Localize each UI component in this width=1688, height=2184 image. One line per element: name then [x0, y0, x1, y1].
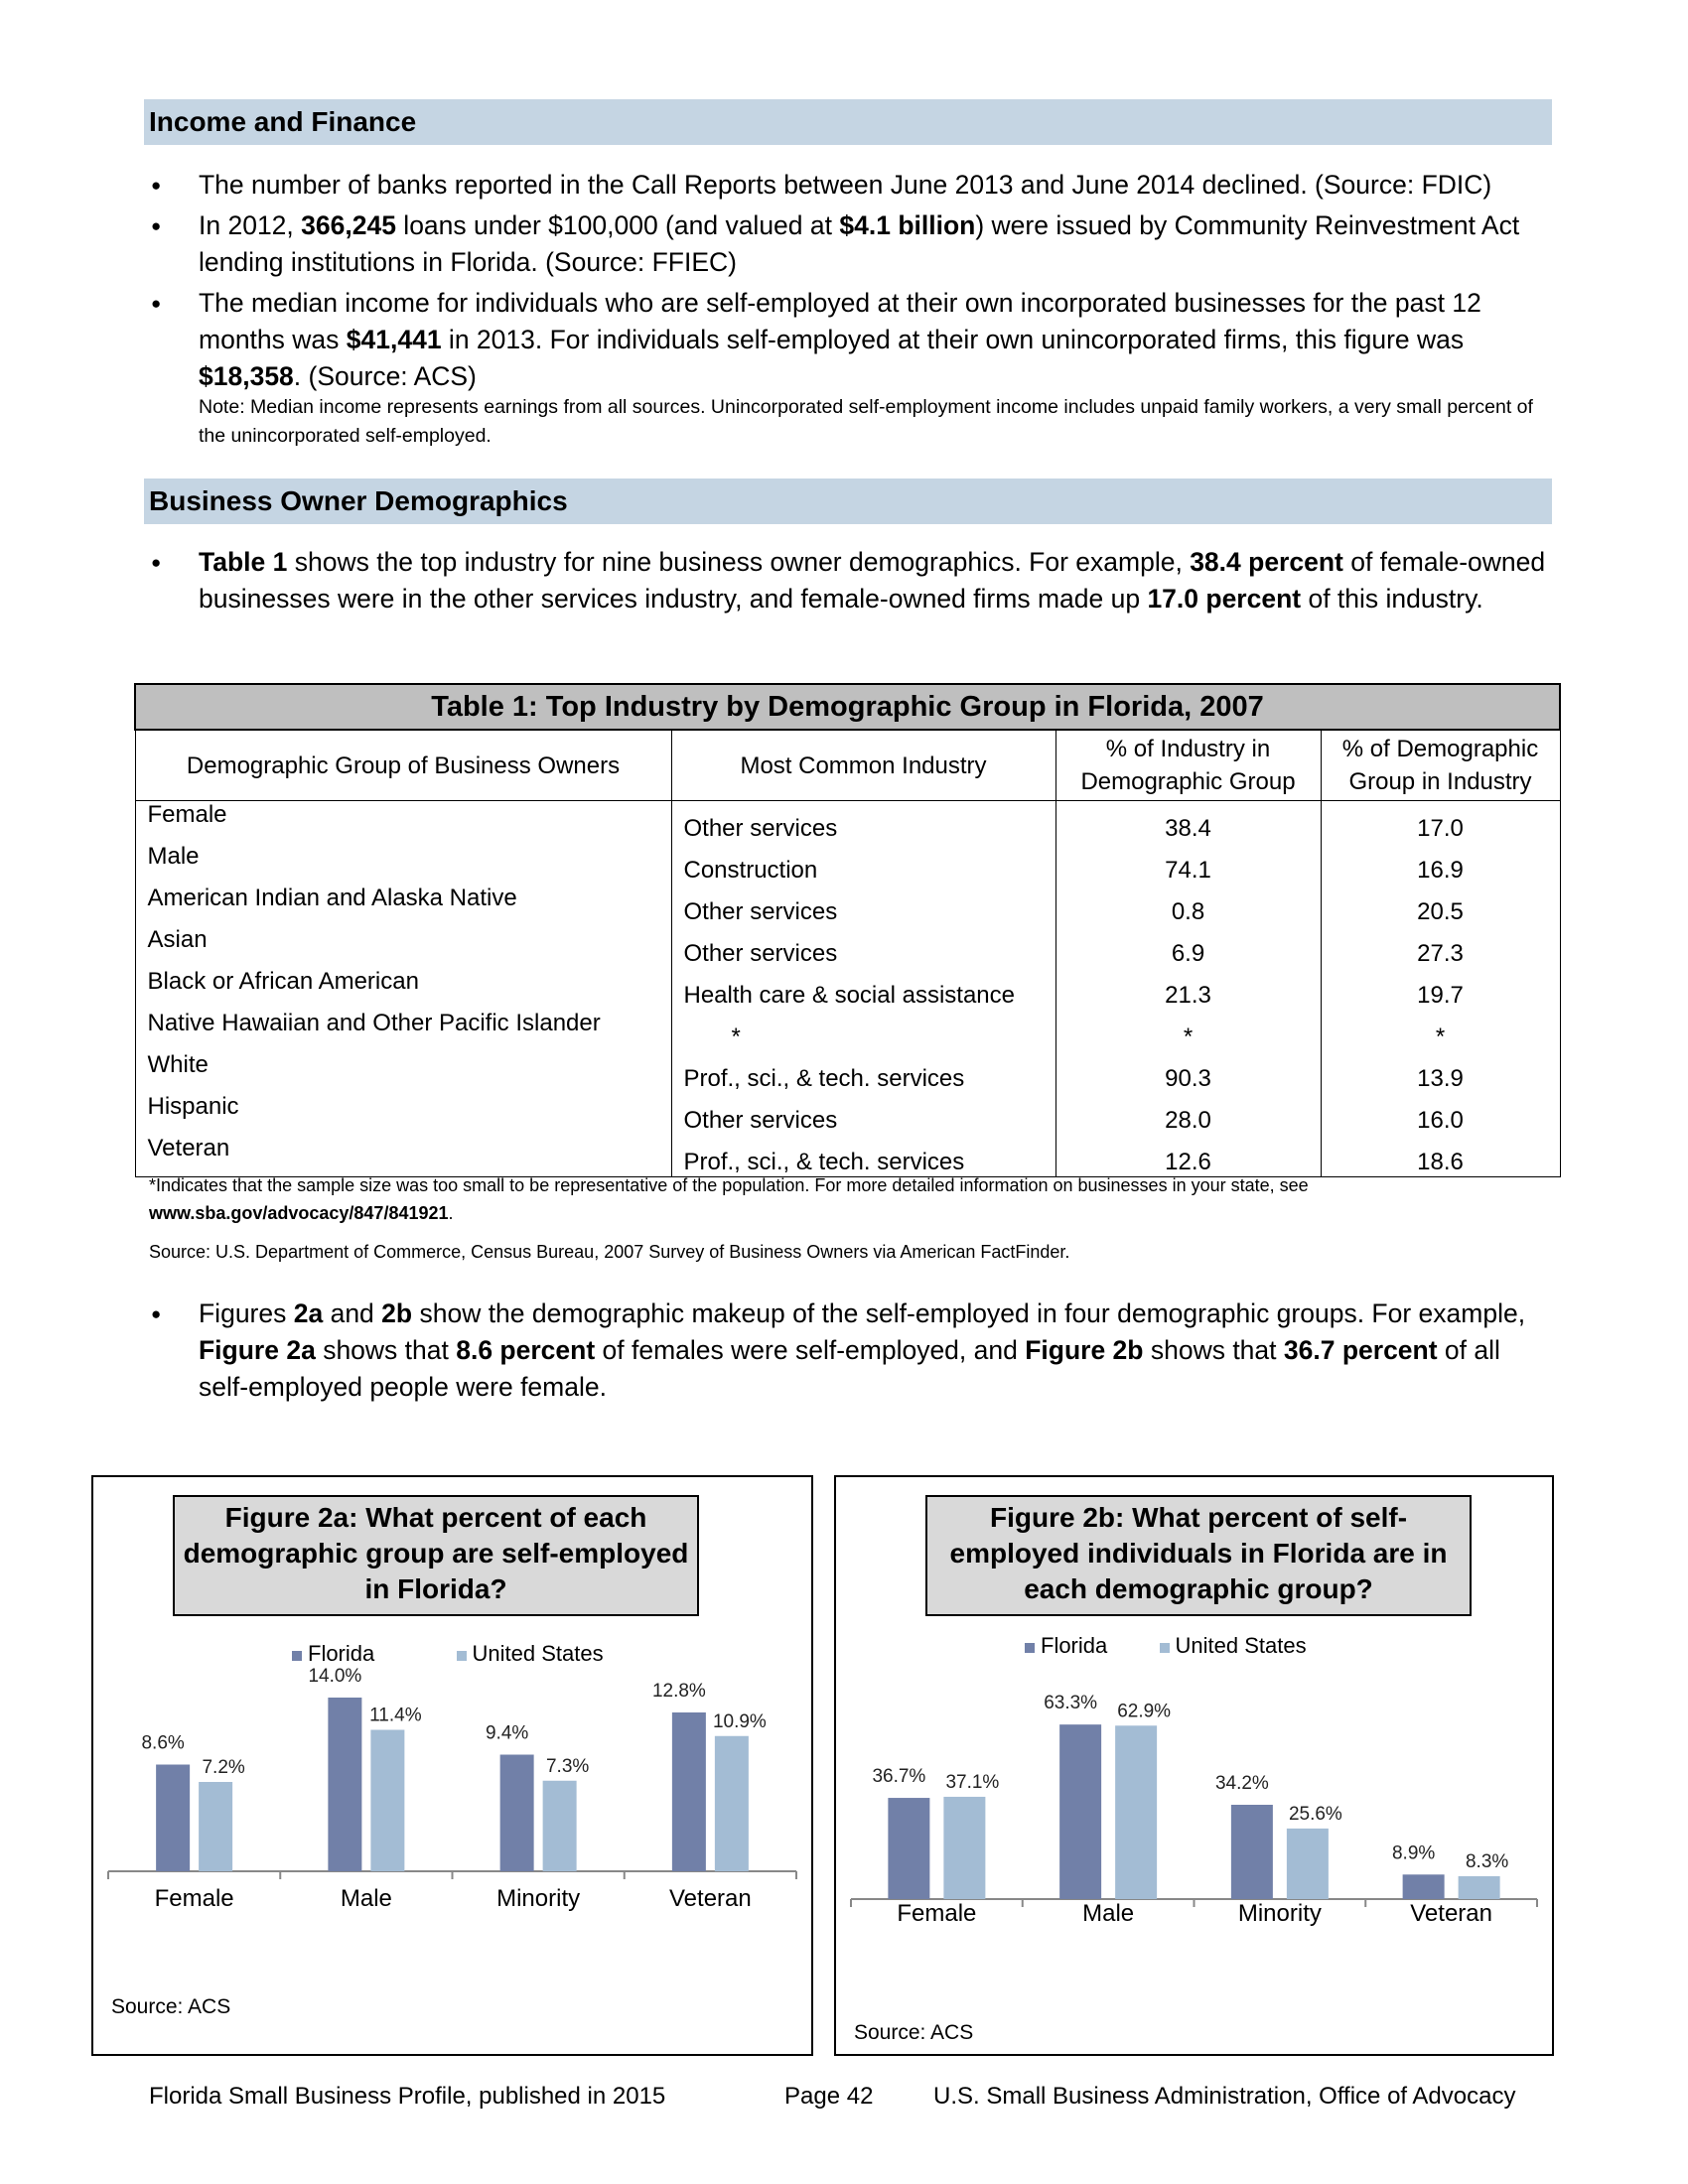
table-row: [135, 1093, 1560, 1135]
figure-bullets: [144, 1296, 1554, 1410]
footnote-link[interactable]: www.sba.gov/advocacy/847/841921: [149, 1203, 449, 1223]
table-row: [135, 885, 1560, 926]
cell-group: Male: [135, 843, 671, 885]
bar-florida: [156, 1765, 190, 1872]
legend-label: Florida: [308, 1641, 375, 1666]
bar-us: [715, 1736, 749, 1871]
category-label: Minority: [496, 1885, 581, 1912]
bar-us: [543, 1781, 577, 1871]
footnote-text: *Indicates that the sample size was too small to be representative of the population. For more detailed information on businesses in your state, see: [149, 1175, 1309, 1195]
legend-label: Florida: [1041, 1633, 1108, 1658]
figure-ref: Figure 2b: [1025, 1335, 1144, 1365]
data-label: 37.1%: [945, 1771, 1000, 1793]
cell-pct-group: 16.9: [1321, 843, 1560, 885]
bullet-table1: [144, 544, 1554, 617]
cell-pct-group: 19.7: [1321, 968, 1560, 1010]
cell-pct-industry: 0.8: [1055, 885, 1321, 926]
pct-value: 36.7 percent: [1283, 1335, 1438, 1365]
col-header: Demographic Group of Business Owners: [135, 730, 671, 801]
cell-group: American Indian and Alaska Native: [135, 885, 671, 926]
data-label: 62.9%: [1117, 1701, 1172, 1722]
category-label: Male: [1082, 1900, 1135, 1927]
cell-pct-group: 16.0: [1321, 1093, 1560, 1135]
income-note: Note: Median income represents earnings from all sources. Unincorporated self-employment income includes unpaid family workers, a very small percent of the unincorporated self-employed.: [199, 396, 1533, 447]
table-body: [135, 801, 1560, 1177]
category-label: Veteran: [669, 1885, 752, 1912]
category-label: Female: [897, 1900, 977, 1927]
pct-value: 8.6 percent: [456, 1335, 596, 1365]
data-label: 8.9%: [1391, 1843, 1436, 1864]
cell-group: Female: [135, 801, 671, 844]
data-label: 12.8%: [651, 1681, 706, 1702]
data-label: 8.6%: [141, 1732, 185, 1754]
bullet-text: of this industry.: [1301, 584, 1483, 614]
category-label: Minority: [1237, 1900, 1322, 1927]
loans-count: 366,245: [301, 210, 396, 240]
data-label: 9.4%: [485, 1722, 529, 1744]
cell-group: Asian: [135, 926, 671, 968]
data-label: 7.2%: [202, 1757, 245, 1778]
cell-pct-group: *: [1321, 1010, 1560, 1051]
bullet-banks: [144, 167, 1554, 204]
bullet-text: The number of banks reported in the Call Reports between June 2013 and June 2014 declined. (Source: FDIC): [199, 170, 1492, 200]
legend-swatch-florida: [1025, 1643, 1035, 1653]
category-label: Veteran: [1410, 1900, 1492, 1927]
bar-us: [199, 1782, 232, 1871]
figure-2b-source: Source: ACS: [854, 2021, 974, 2044]
cell-pct-group: 13.9: [1321, 1051, 1560, 1093]
category-label: Male: [340, 1885, 392, 1912]
bar-us: [370, 1730, 404, 1872]
footer-page-number: Page 42: [784, 2083, 874, 2110]
cell-pct-industry: 21.3: [1055, 968, 1321, 1010]
cell-group: Black or African American: [135, 968, 671, 1010]
data-label: 63.3%: [1044, 1693, 1098, 1714]
bar-florida: [500, 1755, 534, 1872]
bar-florida: [1403, 1874, 1445, 1899]
section-heading-demographics: Business Owner Demographics: [144, 478, 1552, 524]
bar-florida: [1231, 1805, 1273, 1899]
legend-label: United States: [1175, 1633, 1307, 1658]
table-row: [135, 1010, 1560, 1051]
unincorporated-income: $18,358: [199, 361, 294, 391]
loans-value: $4.1 billion: [839, 210, 976, 240]
bullet-text: shows that: [315, 1335, 457, 1365]
data-label: 14.0%: [308, 1666, 362, 1687]
legend-swatch-us: [457, 1651, 467, 1661]
cell-pct-industry: *: [1055, 1010, 1321, 1051]
table-header-row: [135, 730, 1560, 801]
cell-industry: Other services: [671, 885, 1055, 926]
cell-industry: *: [671, 1010, 1055, 1051]
figure-2a-source: Source: ACS: [111, 1995, 231, 2018]
pct-value: 38.4 percent: [1190, 547, 1343, 577]
data-label: 8.3%: [1465, 1850, 1509, 1872]
cell-pct-industry: 12.6: [1055, 1135, 1321, 1177]
bullet-text: . (Source: ACS): [293, 361, 477, 391]
table-top-industry: [134, 683, 1561, 1177]
bullet-text: in 2013. For individuals self-employed at their own unincorporated firms, this figure was: [441, 325, 1465, 354]
cell-pct-industry: 74.1: [1055, 843, 1321, 885]
cell-industry: Health care & social assistance: [671, 968, 1055, 1010]
bullet-text: of females were self-employed, and: [595, 1335, 1026, 1365]
bullet-text: of female-owned businesses were in the other services industry, and female-owned firms made up: [199, 547, 1546, 614]
bar-florida: [888, 1798, 929, 1899]
cell-group: Native Hawaiian and Other Pacific Islander: [135, 1010, 671, 1051]
bullet-text: loans under $100,000 (and valued at: [395, 210, 840, 240]
bullet-text: Figures: [199, 1298, 294, 1328]
legend-label: United States: [472, 1641, 604, 1666]
cell-industry: Other services: [671, 1093, 1055, 1135]
bar-florida: [328, 1698, 361, 1871]
col-header: Most Common Industry: [671, 730, 1055, 801]
figure-2a: [91, 1475, 813, 2056]
figure-2a-legend: [292, 1641, 604, 1667]
data-label: 7.3%: [545, 1755, 590, 1777]
cell-industry: Other services: [671, 926, 1055, 968]
cell-group: Veteran: [135, 1135, 671, 1177]
col-header: % of Industry in Demographic Group: [1055, 730, 1321, 801]
cell-industry: Other services: [671, 801, 1055, 844]
figure-2b-legend: [1025, 1633, 1307, 1659]
figure-ref: Figure 2a: [199, 1335, 316, 1365]
income-bullets: [144, 167, 1554, 455]
cell-pct-industry: 90.3: [1055, 1051, 1321, 1093]
cell-pct-industry: 38.4: [1055, 801, 1321, 844]
incorporated-income: $41,441: [346, 325, 442, 354]
table-source: Source: U.S. Department of Commerce, Census Bureau, 2007 Survey of Business Owners via American FactFinder.: [149, 1242, 1070, 1262]
bullet-text: The median income for individuals who are self-employed at their own incorporated businesses for the past 12 months was: [199, 288, 1481, 354]
footer-title: Florida Small Business Profile, published in 2015: [149, 2083, 666, 2110]
table-row: [135, 801, 1560, 844]
bullet-median-income: [144, 285, 1554, 451]
bullet-figures: [144, 1296, 1554, 1406]
table-title: Table 1: Top Industry by Demographic Group in Florida, 2007: [135, 684, 1560, 730]
data-label: 11.4%: [369, 1705, 422, 1726]
table-row: [135, 843, 1560, 885]
bullet-text: In 2012,: [199, 210, 302, 240]
cell-industry: Prof., sci., & tech. services: [671, 1135, 1055, 1177]
bullet-loans: [144, 207, 1554, 281]
data-label: 10.9%: [712, 1710, 767, 1732]
cell-group: White: [135, 1051, 671, 1093]
section-heading-income: Income and Finance: [144, 99, 1552, 145]
figure-2b-title: Figure 2b: What percent of self-employed individuals in Florida are in each demographic group?: [925, 1495, 1472, 1616]
cell-industry: Construction: [671, 843, 1055, 885]
bullet-text: of all self-employed people were female.: [199, 1335, 1500, 1402]
figure-2a-chart: [93, 1666, 811, 1924]
bar-us: [1115, 1725, 1157, 1899]
figure-ref: 2a: [293, 1298, 324, 1328]
data-label: 36.7%: [872, 1766, 926, 1788]
table-ref: Table 1: [199, 547, 288, 577]
bar-florida: [672, 1712, 706, 1871]
footnote-text: .: [448, 1203, 454, 1223]
col-header: % of Demographic Group in Industry: [1321, 730, 1560, 801]
cell-pct-group: 17.0: [1321, 801, 1560, 844]
category-label: Female: [154, 1885, 234, 1912]
cell-pct-industry: 6.9: [1055, 926, 1321, 968]
bullet-text: and: [323, 1298, 382, 1328]
bullet-text: show the demographic makeup of the self-employed in four demographic groups. For example,: [412, 1298, 1526, 1328]
table-row: [135, 926, 1560, 968]
bullet-text: shows that: [1143, 1335, 1284, 1365]
cell-pct-group: 27.3: [1321, 926, 1560, 968]
figure-ref: 2b: [381, 1298, 413, 1328]
footer-publisher: U.S. Small Business Administration, Office of Advocacy: [933, 2083, 1516, 2110]
data-label: 25.6%: [1288, 1803, 1342, 1825]
bullet-text: shows the top industry for nine business owner demographics. For example,: [287, 547, 1191, 577]
demographics-bullets: [144, 544, 1554, 621]
bar-us: [943, 1797, 985, 1899]
cell-pct-group: 20.5: [1321, 885, 1560, 926]
figure-2a-title: Figure 2a: What percent of each demographic group are self-employed in Florida?: [173, 1495, 699, 1616]
table-row: [135, 1051, 1560, 1093]
cell-pct-industry: 28.0: [1055, 1093, 1321, 1135]
figure-2b: [834, 1475, 1554, 2056]
pct-value: 17.0 percent: [1147, 584, 1302, 614]
bar-florida: [1059, 1724, 1101, 1899]
data-label: 34.2%: [1214, 1773, 1269, 1794]
cell-industry: Prof., sci., & tech. services: [671, 1051, 1055, 1093]
bar-us: [1459, 1876, 1500, 1899]
legend-swatch-us: [1160, 1643, 1170, 1653]
table-footnote: [149, 1171, 1309, 1227]
cell-group: Hispanic: [135, 1093, 671, 1135]
bullet-text: ) were issued by Community Reinvestment Act lending institutions in Florida. (Source: FFIEC): [199, 210, 1520, 277]
figure-2b-chart: [836, 1661, 1552, 1954]
table-row: [135, 968, 1560, 1010]
legend-swatch-florida: [292, 1651, 302, 1661]
bar-us: [1287, 1829, 1329, 1899]
cell-pct-group: 18.6: [1321, 1135, 1560, 1177]
